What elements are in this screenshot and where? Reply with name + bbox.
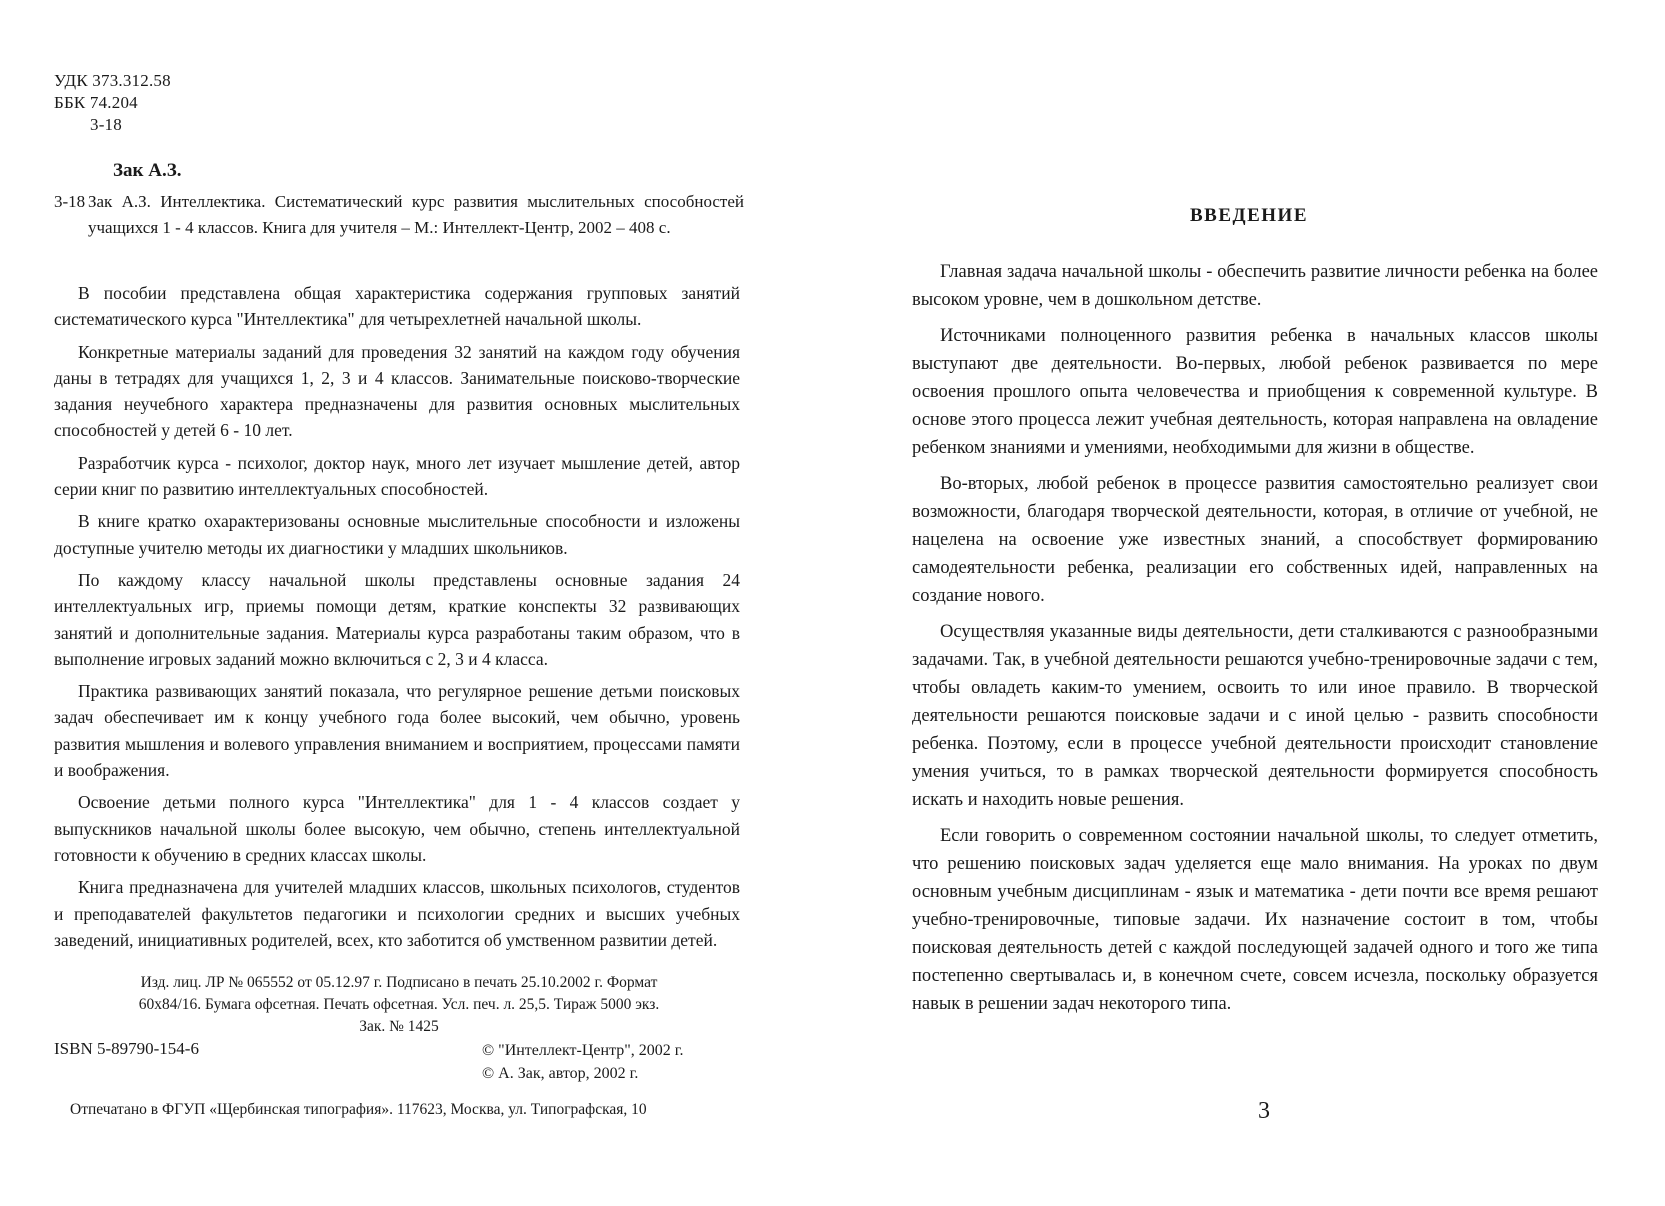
body-paragraph: Осуществляя указанные виды деятельности, дети сталкиваются с разнообразными задачами. Так, в учебной деятельности решаются учебно-тренировочные задачи с тем, чтобы овладеть каким-то умением, освоить то или иное правило. В творческой деятельности решаются поисковые задачи и с иной целью - развить способности ребенка. Поэтому, если в процессе учебной деятельности происходит становление умения учиться, то в рамках творческой деятельности формируется способность искать и находить новые решения. [912,622,1598,810]
imprint-line: Зак. № 1425 [359,1018,439,1035]
annotation-paragraph: Книга предназначена для учителей младших классов, школьных психологов, студентов и преподавателей факультетов педагогики и психологии средних и высших учебных заведений, инициативных родителей, всех, кто заботится об умственном развитии детей. [54,877,740,950]
body-paragraph: Главная задача начальной школы - обеспечить развитие личности ребенка на более высоком уровне, чем в дошкольном детстве. [912,262,1598,310]
annotation-paragraph: По каждому классу начальной школы представлены основные задания 24 интеллектуальных игр, приемы помощи детям, краткие конспекты 32 развивающих занятий и дополнительные задания. Материалы курса разработаны таким образом, что в выполнение игровых заданий можно включиться с 2, 3 и 4 класса. [54,569,740,669]
right-page [860,0,1665,1206]
bbk-code: ББК 74.204 [54,93,138,112]
reference-text: Зак А.З. Интеллектика. Систематический курс развития мыслительных способностей учащихся 1 - 4 классов. Книга для учителя – М.: Интеллект-Центр, 2002 – 408 с. [88,192,744,237]
imprint [54,972,744,1038]
bibliographic-reference [54,189,744,241]
annotation-paragraph: В книге кратко охарактеризованы основные мыслительные способности и изложены доступные учителю методы их диагностики у младших школьников. [54,511,740,558]
copyright-block [482,1039,684,1085]
chapter-heading: ВВЕДЕНИЕ [1190,205,1308,226]
annotation-paragraph: Практика развивающих занятий показала, что регулярное решение детьми поисковых задач обеспечивает им к концу учебного года более высокий, чем обычно, уровень развития мышления и волевого управления вниманием и восприятием, процессами памяти и воображения. [54,681,740,781]
isbn: ISBN 5-89790-154-6 [54,1039,199,1058]
author-mark: 3-18 [90,115,122,134]
annotation-paragraph: Разработчик курса - психолог, доктор наук, много лет изучает мышление детей, автор серии книг по развитию интеллектуальных способностей. [54,452,740,500]
page-number: 3 [1258,1098,1270,1124]
annotation-paragraph: Конкретные материалы заданий для проведения 32 занятий на каждом году обучения даны в тетрадях для учащихся 1, 2, 3 и 4 классов. Занимательные поисково-творческие задания неучебного характера предназначены для развития основных мыслительных способностей у детей 6 - 10 лет. [54,341,740,441]
imprint-line: 60x84/16. Бумага офсетная. Печать офсетная. Усл. печ. л. 25,5. Тираж 5000 экз. [138,996,660,1013]
body-paragraph: Если говорить о современном состоянии начальной школы, то следует отметить, что решению поисковых задач уделяется еще мало внимания. На уроках по двум основным учебным дисциплинам - язык и математика - дети почти все время решают учебно-тренировочные, типовые задачи. Их назначение состоит в том, чтобы поисковая деятельность детей с каждой последующей задачей одного и того же типа постепенно свертывалась и, в конечном счете, совсем исчезла, поскольку образуется навык в решении задач некоторого типа. [912,826,1598,1014]
copyright-line: © "Интеллект-Центр", 2002 г. [482,1042,684,1059]
chapter-body [912,258,1598,1026]
copyright-line: © А. Зак, автор, 2002 г. [482,1065,639,1082]
reference-code: 3-18 [54,192,86,211]
body-paragraph: Источниками полноценного развития ребенка в начальных классов школы выступают две деятельности. Во-первых, любой ребенок развивается по мере освоения прошлого опыта человечества и приобщения к современной культуре. В основе этого процесса лежит учебная деятельность, которая направлена на овладение ребенком знаниями и умениями, необходимыми для жизни в обществе. [912,326,1598,458]
imprint-line: Изд. лиц. ЛР № 065552 от 05.12.97 г. Подписано в печать 25.10.2002 г. Формат [140,974,658,991]
udk-code: УДК 373.312.58 [54,71,171,90]
annotation-paragraph: В пособии представлена общая характеристика содержания групповых занятий систематического курса "Интеллектика" для четырехлетней начальной школы. [54,283,740,330]
left-page [0,0,790,1206]
body-paragraph: Во-вторых, любой ребенок в процессе развития самостоятельно реализует свои возможности, благодаря творческой деятельности, которая, в отличие от учебной, не нацелена на освоение уже известных знаний, а способствует формированию самодеятельности ребенка, реализации его собственных идей, направленных на создание нового. [912,474,1598,606]
annotation [54,280,740,959]
printer-info: Отпечатано в ФГУП «Щербинская типография». 117623, Москва, ул. Типографская, 10 [70,1101,647,1118]
annotation-paragraph: Освоение детьми полного курса "Интеллектика" для 1 - 4 классов создает у выпускников начальной школы более высокую, чем обычно, степень интеллектуальной готовности к обучению в средних классах школы. [54,792,740,865]
author-name: Зак А.З. [113,160,182,181]
